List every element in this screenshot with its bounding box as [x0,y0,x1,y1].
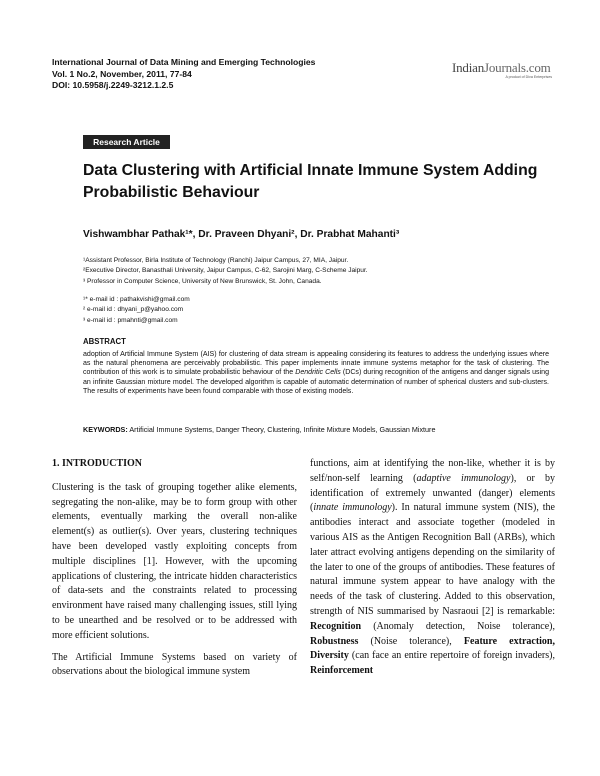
logo-word-journals: Journals.com [484,60,551,75]
journal-volume: Vol. 1 No.2, November, 2011, 77-84 [52,68,192,79]
intro-paragraph-2: The Artificial Immune Systems based on variety of observations about the biological immune system [52,651,297,678]
author-emails [83,295,190,326]
section-heading-introduction: 1. INTRODUCTION [52,458,143,469]
intro-paragraph-2-continued: functions, aim at identifying the non-like, whether it is by self/non-self learning (adaptive immunology), or by identification of extremely unwanted (danger) elements (innate immunology). In natural immune system (NIS), the antibodies interact and associate together (modeled in various AIS as the Antigen Recognition Ball (ARBs), which later attract evolving antigens depending on the similarity of the later to one of the groups of antibodies. These features of natural immune system appear to have analogy with the needs of the task of clustering. Added to this observation, strength of NIS summarised by Nasraoui [2] is remarkable: Recognition (Anomaly detection, Noise tolerance), Robustness (Noise tolerance), Feature extraction, Diversity (can face an entire repertoire of foreign invaders), Reinforcement [310,458,555,677]
paper-title: Data Clustering with Artificial Innate Immune System Adding Probabilistic Behaviour [83,162,538,201]
publisher-logo [452,60,552,79]
affiliations [83,256,368,287]
right-column [310,457,555,679]
affiliation-2: ²Executive Director, Banasthali University, Jaipur Campus, C-62, Sarojini Marg, C-Scheme Jaipur. [83,267,368,275]
email-2: ² e-mail id : dhyani_p@yahoo.com [83,306,184,314]
keywords-line [83,425,549,434]
keywords-label: KEYWORDS: [83,425,128,434]
journal-name: International Journal of Data Mining and Emerging Technologies [52,57,316,67]
logo-word-indian: Indian [452,60,485,75]
affiliation-1: ¹Assistant Professor, Birla Institute of Technology (Ranchi) Jaipur Campus, 27, MIA, Jaipur. [83,257,349,264]
article-type-badge: Research Article [83,135,170,149]
journal-header [52,57,315,92]
intro-paragraph-1: Clustering is the task of grouping together alike elements, segregating the non-alike, may be to form group with other elements, eventually marking the overall non-alike element(s) as outlier(s). Over years, clustering techniques have been developed vastly exploiting concepts from multiple disciplines [1]. However, with the upcoming applications of clustering, the intricate hidden characteristics of data-sets and the constraints related to processing environment have raised many challenging issues, still lying to be unearthed and be resolved or to be addressed with more efficient solutions. [52,481,297,641]
email-1: ¹* e-mail id : pathakvishi@gmail.com [83,296,190,303]
logo-tagline: A product of Diva Enterprises [505,75,552,79]
email-3: ³ e-mail id : pmahnti@gmail.com [83,316,178,324]
journal-doi: DOI: 10.5958/j.2249-3212.1.2.5 [52,80,174,90]
author-list: Vishwambhar Pathak¹*, Dr. Praveen Dhyani², Dr. Prabhat Mahanti³ [83,229,400,240]
abstract-emphasis: Dendritic Cells [295,369,341,377]
abstract-body: adoption of Artificial Immune System (AIS) for clustering of data stream is appealing considering its features to address the underlying issues where as the natural phenomena are perceivably probabilistic. This paper implements innate immune systems metaphor for the task of clustering. The contribution of this work is to simulate probabilistic behaviour of the Dendritic Cells (DCs) during recognition of the antigens and danger signals using an infinite Gaussian mixture model. The developed algorithm is capable of automatic determination of number of spherical clusters and sub-clusters. The results of experiments have been found comparable with those of existing models. [83,351,549,395]
abstract-heading: ABSTRACT [83,337,126,346]
keywords-text: Artificial Immune Systems, Danger Theory, Clustering, Infinite Mixture Models, Gaussian Mixture [127,425,436,434]
affiliation-3: ³ Professor in Computer Science, University of New Brunswick, St. John, Canada. [83,277,322,285]
left-column [52,457,297,680]
